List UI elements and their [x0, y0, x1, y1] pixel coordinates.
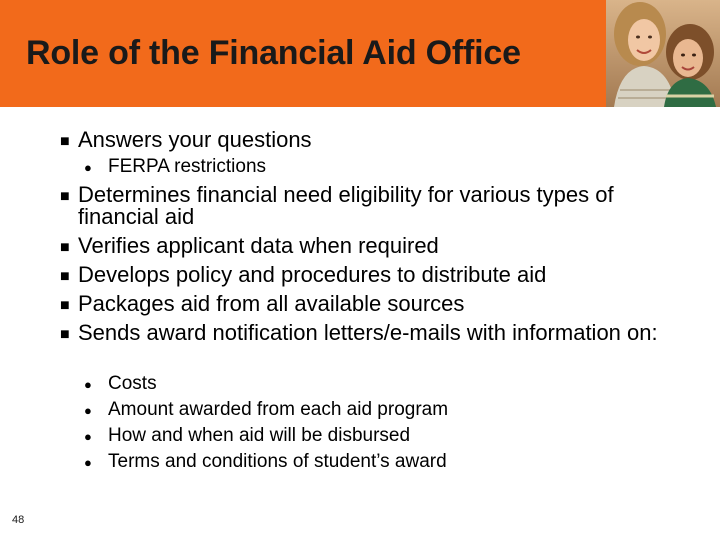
- sub-bullet-amount-awarded: Amount awarded from each aid program: [108, 399, 449, 420]
- round-bullet-icon: ●: [84, 377, 92, 392]
- sub-bullet-costs: Costs: [108, 373, 157, 394]
- square-bullet-icon: ■: [60, 133, 70, 150]
- bullet-packages-aid: Packages aid from all available sources: [78, 291, 465, 316]
- sub-bullet-disbursement: How and when aid will be disbursed: [108, 425, 411, 446]
- round-bullet-icon: ●: [84, 160, 92, 175]
- bullet-verifies-data: Verifies applicant data when required: [78, 233, 439, 258]
- square-bullet-icon: ■: [60, 239, 70, 256]
- square-bullet-icon: ■: [60, 268, 70, 285]
- square-bullet-icon: ■: [60, 188, 70, 205]
- bullet-sends-notification: Sends award notification letters/e-mails with information on:: [78, 320, 658, 345]
- sub-bullet-ferpa: FERPA restrictions: [108, 156, 267, 177]
- bullet-determines-need: Determines financial need eligibility for various types of financial aid: [78, 182, 614, 229]
- bullet-develops-policy: Develops policy and procedures to distribute aid: [78, 262, 547, 287]
- square-bullet-icon: ■: [60, 297, 70, 314]
- bullet-answers-questions: Answers your questions: [78, 127, 312, 152]
- square-bullet-icon: ■: [60, 326, 70, 343]
- slide-title: Role of the Financial Aid Office: [26, 34, 521, 72]
- round-bullet-icon: ●: [84, 455, 92, 470]
- round-bullet-icon: ●: [84, 429, 92, 444]
- page-number: 48: [12, 514, 25, 526]
- round-bullet-icon: ●: [84, 403, 92, 418]
- sub-bullet-terms: Terms and conditions of student’s award: [108, 451, 447, 472]
